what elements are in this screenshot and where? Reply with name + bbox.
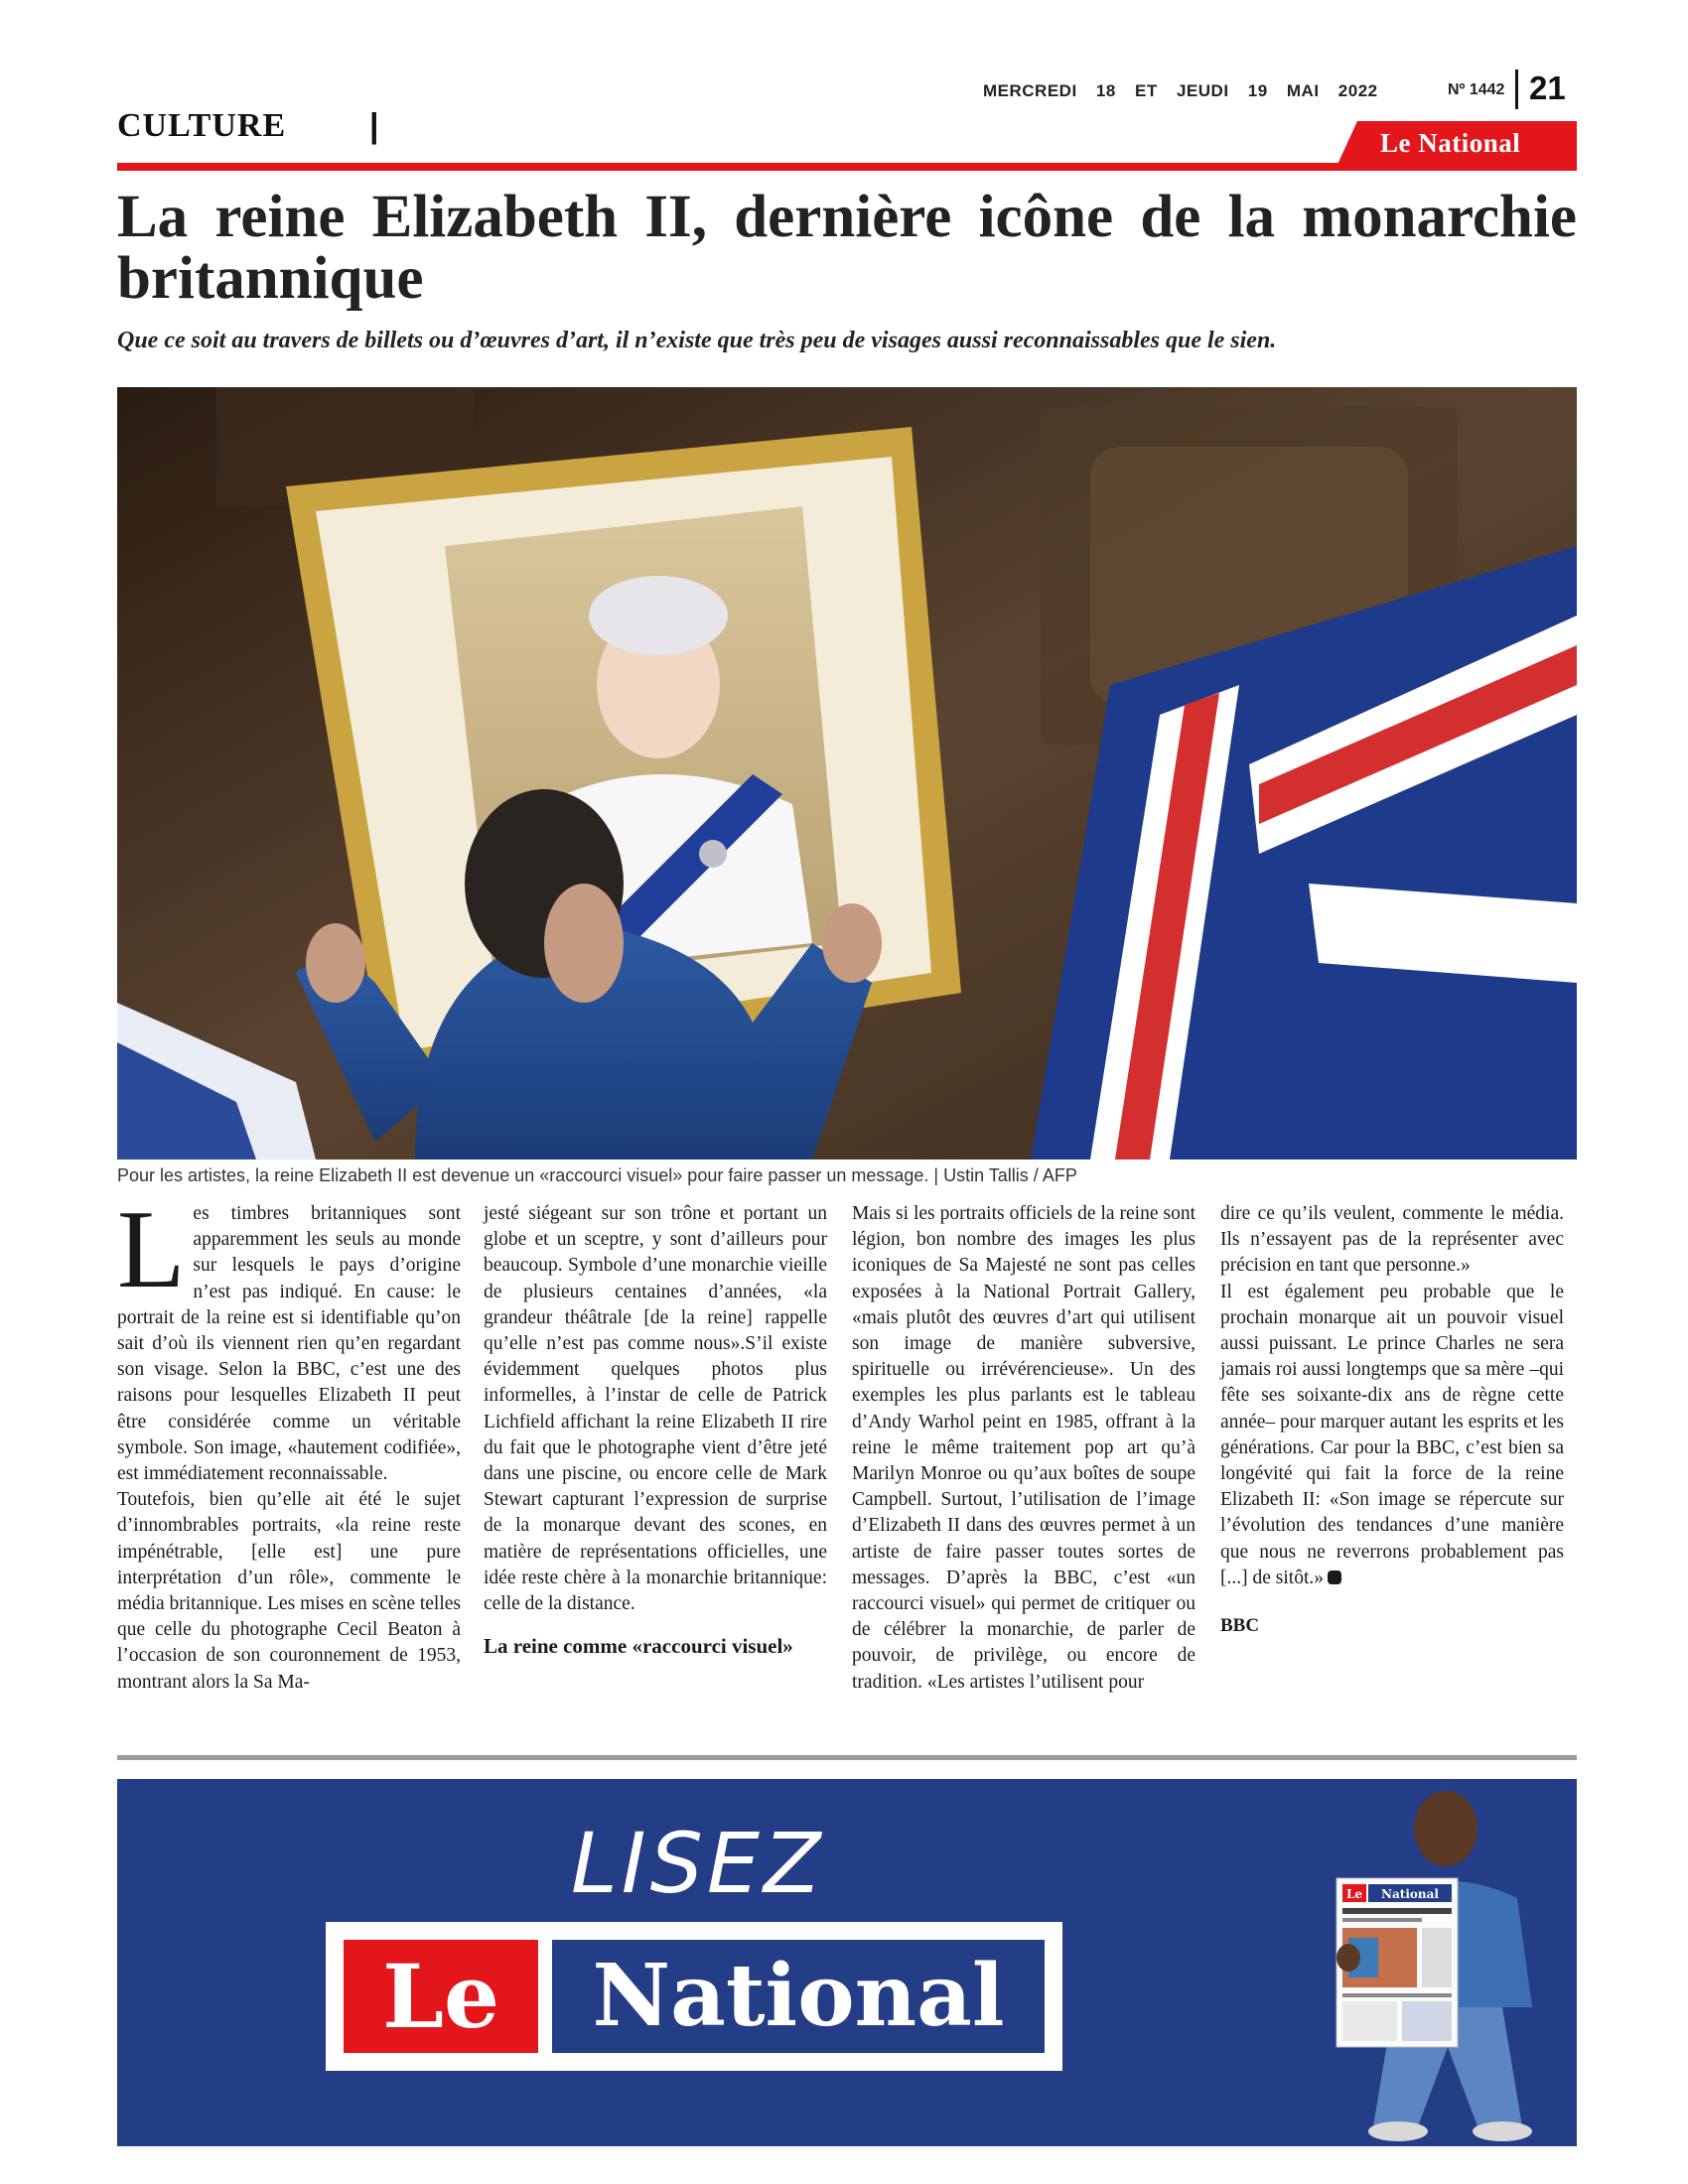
paragraph: es timbres britanniques sont apparemment les seuls au monde sur lesquels le pays d’origine n’est pas indiqué. En cause: le portrait de la reine est si identifiable qu’on sait d’où ils viennent rien qu’en regardant son visage. Selon la BBC, c’est une des raisons pour lesquelles Elizabeth II peut être considérée comme un véritable symbole. Son image, «hautement codifiée», est immédiatement reconnaissable. xyxy=(117,1203,461,1485)
article-column-4 xyxy=(1220,1201,1564,1639)
ad-logo-national: National xyxy=(592,1946,1005,2046)
paragraph: jesté siégeant sur son trône et portant un globe et un sceptre, y sont d’ailleurs pour beaucoup. Symbole d’une monarchie vieille de plusieurs centaines d’années, «la grandeur théâtrale [de la reine] rappelle qu’elle n’est pas comme nous».S’il existe évidemment quelques photos plus informelles, à l’instar de celle de Patrick Lichfield affichant la reine Elizabeth II rire du fait que le photographe vient d’être jeté dans une piscine, ou encore celle de Mark Stewart capturant l’expression de surprise de la monarque devant des scones, en matière de représentations officielles, une idée reste chère à la monarchie britannique: celle de la distance. xyxy=(484,1203,827,1615)
article-photo xyxy=(117,387,1577,1160)
photo-illustration xyxy=(117,387,1577,1160)
ad-headline: LISEZ xyxy=(571,1815,825,1912)
paragraph: Mais si les portraits officiels de la reine sont légion, bon nombre des images les plus iconiques de Sa Majesté ne sont pas celles exposées à la National Portrait Gallery, «mais plutôt des œuvres d’art qui utilisent son image de manière subversive, spirituelle ou irrévérencieuse». Un des exemples les plus parlants est le tableau d’Andy Warhol peint en 1985, offrant à la reine le même traitement pop art qu’à Marilyn Monroe ou qu’aux boîtes de soupe Campbell. Surtout, l’utilisation de l’image d’Elizabeth II dans des œuvres permet à un artiste de faire passer toutes sortes de messages. D’après la BBC, c’est «un raccourci visuel» qui permet de critiquer ou de célébrer la monarchie, de parler de pouvoir, de privilège, ou encore de tradition. «Les artistes l’utilisent pour xyxy=(852,1203,1196,1693)
section-separator: | xyxy=(369,107,379,145)
issue-number: Nº 1442 xyxy=(1448,81,1505,98)
person-head xyxy=(1414,1791,1477,1866)
paragraph-text: Il est également peu probable que le prochain monarque ait un pouvoir visuel aussi puissant. Le prince Charles ne sera jamais roi aussi longtemps que sa mère –qui fête ses soixante-dix ans de règne cette année– pour marquer autant les esprits et les générations. Car pour la BBC, c’est bien sa longévité qui fait la force de la reine Elizabeth II: «Son image se répercute sur l’évolution des tendances d’une manière que nous ne reverrons probablement pas [...] de sitôt.» xyxy=(1220,1281,1565,1588)
page-number: 21 xyxy=(1529,69,1566,106)
article-subhead: La reine comme «raccourci visuel» xyxy=(484,1634,793,1659)
ad-person-with-newspaper xyxy=(1319,1779,1577,2146)
ad-logo-le: Le xyxy=(382,1945,499,2048)
mini-logo-national: National xyxy=(1381,1887,1439,1901)
article-byline: BBC xyxy=(1220,1615,1260,1637)
header-rule xyxy=(117,163,1577,171)
dateline: MERCREDI 18 ET JEUDI 19 MAI 2022 xyxy=(983,81,1378,100)
mini-logo-le: Le xyxy=(1345,1887,1363,1901)
photo-caption: Pour les artistes, la reine Elizabeth II est devenue un «raccourci visuel» pour faire passer un message. | Ustin Tallis / AFP xyxy=(117,1165,1077,1185)
person-shoe-right xyxy=(1473,2121,1532,2141)
paragraph-last xyxy=(1220,1280,1564,1591)
drop-cap: L xyxy=(117,1188,186,1311)
article-headline: La reine Elizabeth II, dernière icône de la monarchie britannique xyxy=(117,184,1577,312)
article-column-3 xyxy=(852,1201,1196,1696)
page-number-divider xyxy=(1515,69,1518,109)
article-column-1 xyxy=(117,1188,462,1696)
paragraph: dire ce qu’ils veulent, commente le média. Ils n’essayent pas de la représenter avec précision en tant que personne.» xyxy=(1220,1203,1564,1277)
section-label: CULTURE xyxy=(117,107,287,144)
article-column-2 xyxy=(484,1201,827,1659)
brand-name: Le National xyxy=(1380,128,1521,158)
ad-separator-rule xyxy=(117,1755,1577,1760)
paragraph: Toutefois, bien qu’elle ait été le sujet d’innombrables portraits, «la reine reste impénétrable, [elle est] une pure interprétation d’un rôle», commente le média britannique. Les mises en scène telles que celle du photographe Cecil Beaton à l’occasion de son couronnement de 1953, montrant alors la Sa Ma- xyxy=(117,1489,462,1693)
end-mark-icon xyxy=(1328,1570,1341,1584)
person-hand xyxy=(1336,1944,1360,1972)
person-shoe-left xyxy=(1368,2121,1428,2141)
article-deck: Que ce soit au travers de billets ou d’œuvres d’art, il n’existe que très peu de visages aussi reconnaissables que le sien. xyxy=(117,328,1277,353)
